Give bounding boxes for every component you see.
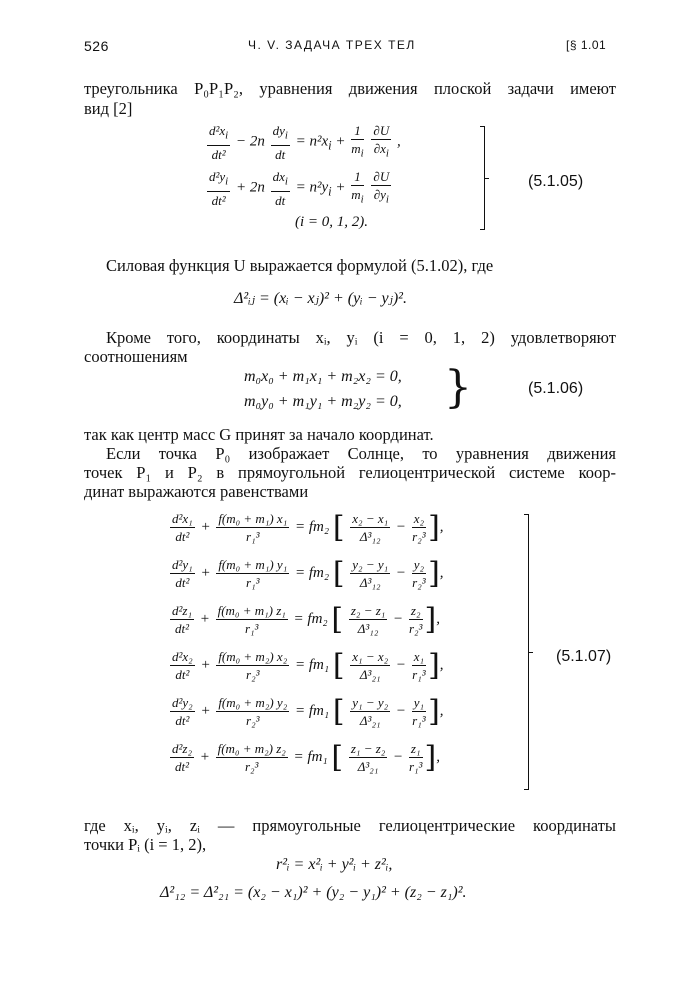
eq-5106-row-1: m₀x₀ + m₁x₁ + m₂x₂ = 0, [244,368,402,385]
delta-definition: Δ²ᵢⱼ = (xᵢ − xⱼ)² + (yᵢ − yⱼ)². [234,290,407,307]
paragraph-4-line-4: динат выражаются равенствами [84,482,309,501]
equation-5-1-07 [168,508,528,788]
eq-label-5-1-07: (5.1.07) [556,648,612,665]
paragraph-5-line-2: точки Pᵢ (i = 1, 2), [84,835,207,854]
paragraph-4-line-1: так как центр масс G принят за начало координат. [84,425,434,444]
eq-5107-row-z1: $\frac{\text{d²z₁}}{\text{dt²}}$ + $\frac{\text{f(m₀ + m₁) z₁}}{\text{r₁³}}$ = fm₂ [ $\frac{\text{z₂ − z₁}}{\text{Δ³₁₂}}$ − $\frac{\text{z₂}}{\text{r₂³}}$ ], [172,602,440,637]
brace-5-1-07 [524,514,534,790]
brace-5-1-05 [480,126,490,230]
paragraph-5-line-1: где xᵢ, yᵢ, zᵢ — прямоугольные гелиоцентрические координаты [84,816,616,835]
eq-5106-row-2: m₀y₀ + m₁y₁ + m₂y₂ = 0, [244,393,402,410]
running-title: Ч. V. ЗАДАЧА ТРЕХ ТЕЛ [248,38,416,52]
eq-5107-row-x2: $\frac{\text{d²x₂}}{\text{dt²}}$ + $\frac{\text{f(m₀ + m₂) x₂}}{\text{r₂³}}$ = fm₁ [ $\frac{\text{x₁ − x₂}}{\text{Δ³₂₁}}$ − $\frac{\text{x₁}}{\text{r₁³}}$ ], [172,648,444,683]
paragraph-3-line-1: Кроме того, координаты xᵢ, yᵢ (i = 0, 1, 2) удовлетворяют [106,328,616,347]
eq-label-5-1-05: (5.1.05) [528,173,584,190]
delta12-definition: Δ²₁₂ = Δ²₂₁ = (x₂ − x₁)² + (y₂ − y₁)² + (z₂ − z₁)². [160,884,467,901]
eq-5107-row-z2: $\frac{\text{d²z₂}}{\text{dt²}}$ + $\frac{\text{f(m₀ + m₂) z₂}}{\text{r₂³}}$ = fm₁ [ $\frac{\text{z₁ − z₂}}{\text{Δ³₂₁}}$ − $\frac{\text{z₁}}{\text{r₁³}}$ ], [172,740,440,775]
equation-5-1-05 [205,118,495,238]
paragraph-1-line-2: вид [2] [84,99,133,118]
paragraph-1-line-1: треугольника P₀P₁P₂, уравнения движения плоской задачи имеют [84,79,616,98]
eq-5105-condition: (i = 0, 1, 2). [295,214,369,230]
eq-5107-row-y1: $\frac{\text{d²y₁}}{\text{dt²}}$ + $\frac{\text{f(m₀ + m₁) y₁}}{\text{r₁³}}$ = fm₂ [ $\frac{\text{y₂ − y₁}}{\text{Δ³₁₂}}$ − $\frac{\text{y₂}}{\text{r₂³}}$ ], [172,556,444,591]
brace-5-1-06: } [444,362,472,413]
page-number: 526 [84,38,109,54]
paragraph-4-line-2: Если точка P₀ изображает Солнце, то уравнения движения [106,444,616,463]
eq-5105-row-x: $\frac{d^2x_i}{\text{dt²}}$ − 2n $\frac{dy_i}{dt}$ = $n^2x_i$ + $\frac{1}{m_i}$ $\frac{\partial U}{\partial x_i}$ , [209,123,401,162]
paragraph-3-line-2: соотношениям [84,347,188,366]
eq-5107-row-y2: $\frac{\text{d²y₂}}{\text{dt²}}$ + $\frac{\text{f(m₀ + m₂) y₂}}{\text{r₂³}}$ = fm₁ [ $\frac{\text{y₁ − y₂}}{\text{Δ³₂₁}}$ − $\frac{\text{y₁}}{\text{r₁³}}$ ], [172,694,444,729]
paragraph-2: Силовая функция U выражается формулой (5.1.02), где [106,256,494,275]
eq-5107-row-x1: $\frac{\text{d²x₁}}{\text{dt²}}$ + $\frac{\text{f(m₀ + m₁) x₁}}{\text{r₁³}}$ = fm₂ [ $\frac{\text{x₂ − x₁}}{\text{Δ³₁₂}}$ − $\frac{\text{x₂}}{\text{r₂³}}$ ], [172,510,444,545]
section-marker: [§ 1.01 [566,38,607,52]
paragraph-4-line-3: точек P₁ и P₂ в прямоугольной гелиоцентрической системе коор- [84,463,616,482]
r-definition: r²ᵢ = x²ᵢ + y²ᵢ + z²ᵢ, [276,856,393,873]
eq-label-5-1-06: (5.1.06) [528,380,584,397]
eq-5105-row-y: $\frac{d^2y_i}{\text{dt²}}$ + 2n $\frac{dx_i}{dt}$ = $n^2y_i$ + $\frac{1}{m_i}$ $\frac{\partial U}{\partial y_i}$ [209,169,390,208]
